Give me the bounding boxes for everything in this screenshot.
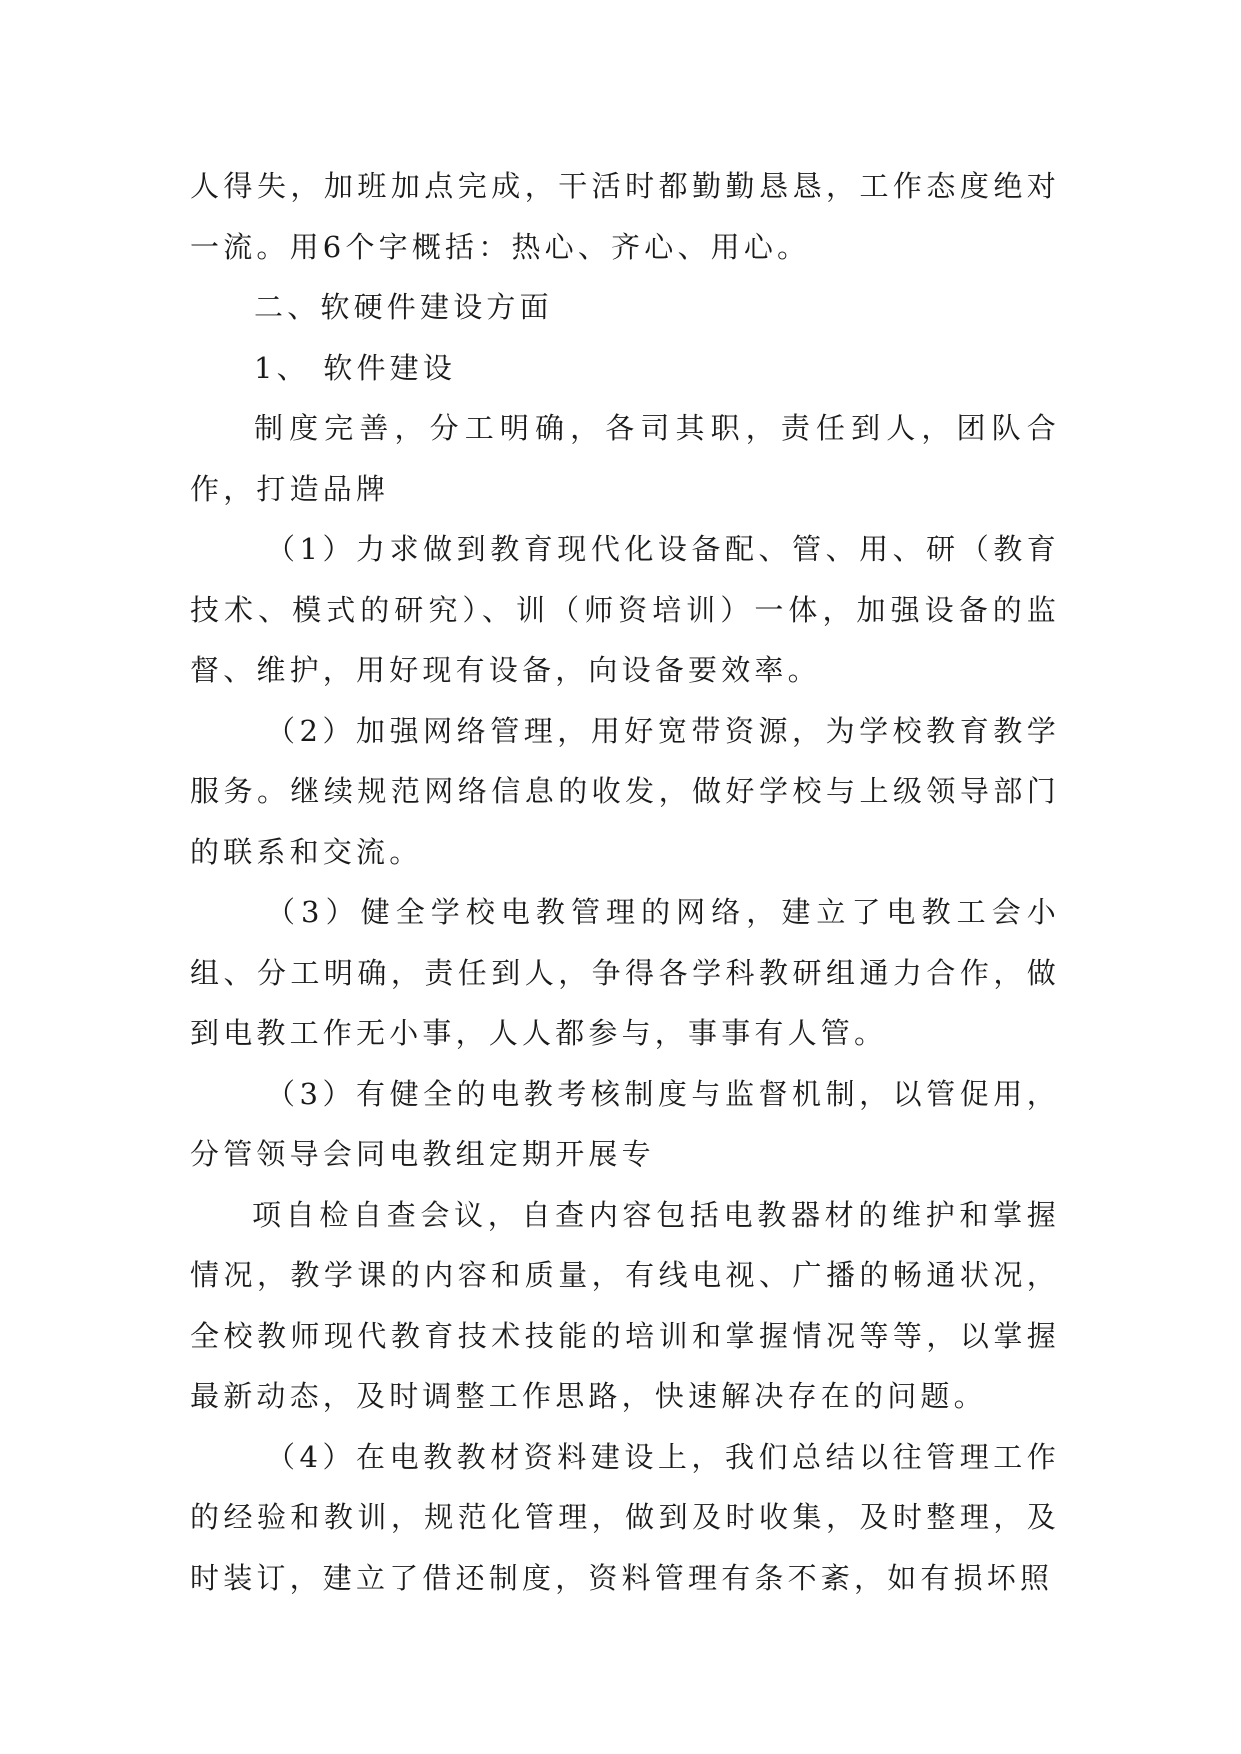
subsection-heading-software: 1、 软件建设	[254, 350, 457, 385]
paragraph-1: 人得失，加班加点完成，干活时都勤勤恳恳，工作态度绝对一流。用6个字概括：热心、齐心、用心。	[190, 169, 1060, 264]
paragraph-system: 制度完善，分工明确，各司其职，责任到人，团队合作，打造品牌	[190, 411, 1060, 506]
section-heading-hardware-software: 二、软硬件建设方面	[254, 290, 553, 324]
paragraph-item-3b: （3）有健全的电教考核制度与监督机制，以管促用，分管领导会同电教组定期开展专	[190, 1076, 1060, 1171]
paragraph-item-1: （1）力求做到教育现代化设备配、管、用、研（教育技术、模式的研究）、训（师资培训）一体，加强设备的监督、维护，用好现有设备，向设备要效率。	[190, 532, 1060, 687]
paragraph-item-4: （4）在电教教材资料建设上，我们总结以往管理工作的经验和教训，规范化管理，做到及时收集，及时整理，及时装订，建立了借还制度，资料管理有条不紊，如有损坏照	[190, 1439, 1060, 1595]
document-body	[190, 156, 1060, 1608]
paragraph-self-check: 项自检自查会议，自查内容包括电教器材的维护和掌握情况，教学课的内容和质量，有线电视、广播的畅通状况，全校教师现代教育技术技能的培训和掌握情况等等，以掌握最新动态，及时调整工作思路，快速解决存在的问题。	[190, 1197, 1060, 1413]
paragraph-item-3a: （3）健全学校电教管理的网络，建立了电教工会小组、分工明确，责任到人，争得各学科教研组通力合作，做到电教工作无小事，人人都参与，事事有人管。	[190, 895, 1060, 1050]
paragraph-item-2: （2）加强网络管理，用好宽带资源，为学校教育教学服务。继续规范网络信息的收发，做好学校与上级领导部门的联系和交流。	[190, 713, 1060, 869]
